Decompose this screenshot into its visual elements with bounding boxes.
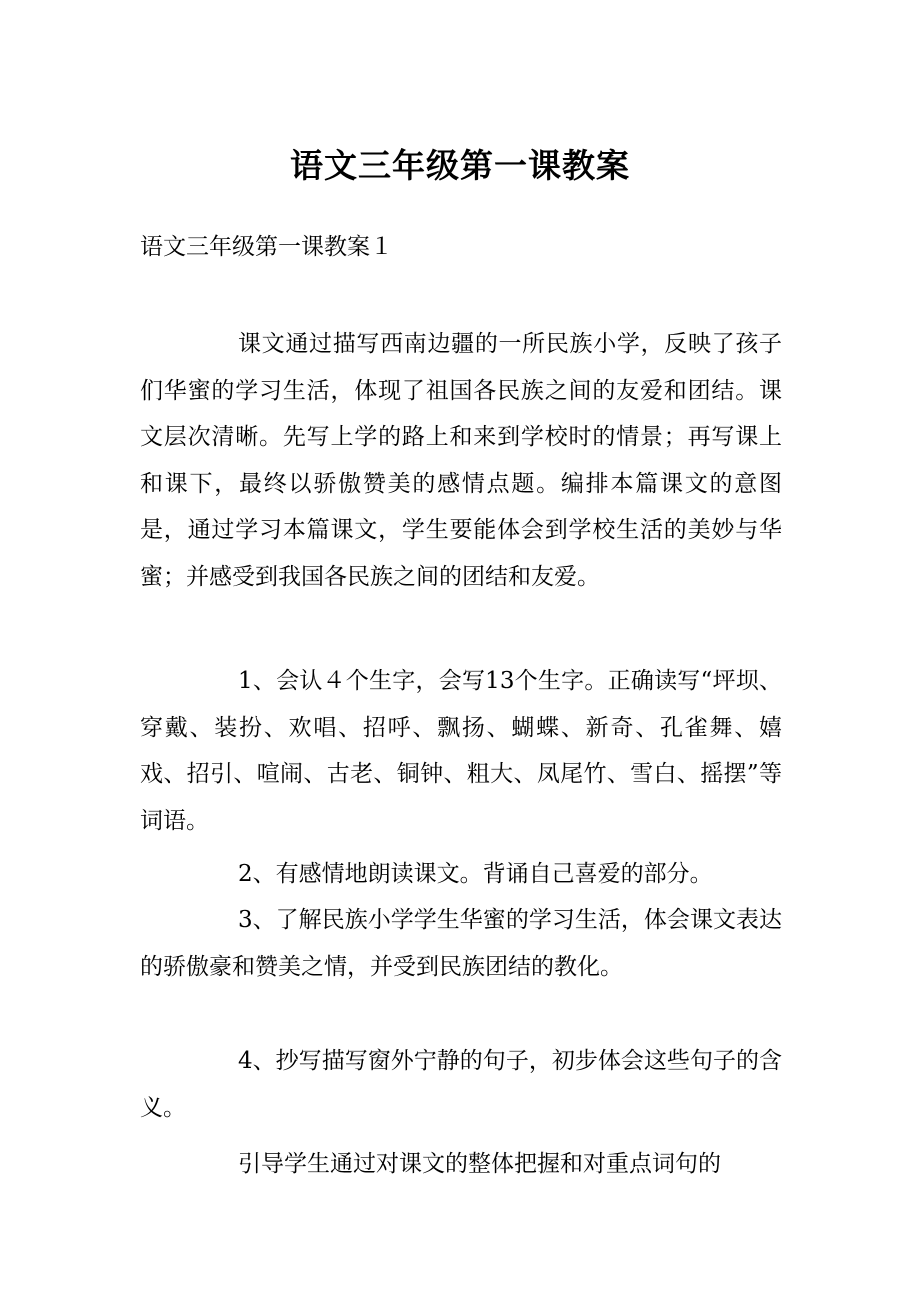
objective-3-paragraph: 3、了解民族小学学生华蜜的学习生活，体会课文表达的骄傲豪和赞美之情，并受到民族团结的教化。 [140, 907, 782, 980]
objective-4-paragraph: 4、抄写描写窗外宁静的句子，初步体会这些句子的含义。 [140, 1048, 782, 1121]
objective-1-paragraph: 1、会认４个生字，会写13个生字。正确读写“坪坝、穿戴、装扮、欢唱、招呼、飘扬、蝴蝶、新奇、孔雀舞、嬉戏、招引、喧闹、古老、铜钟、粗大、凤尾竹、雪白、摇摆”等词语。 [140, 668, 782, 834]
section-heading: 语文三年级第一课教案１ [140, 234, 393, 260]
guide-paragraph: 引导学生通过对课文的整体把握和对重点词句的 [238, 1151, 721, 1177]
document-title: 语文三年级第一课教案 [290, 146, 630, 185]
intro-paragraph: 课文通过描写西南边疆的一所民族小学，反映了孩子们华蜜的学习生活，体现了祖国各民族之间的友爱和团结。课文层次清晰。先写上学的路上和来到学校时的情景；再写课上和课下，最终以骄傲赞美的感情点题。编排本篇课文的意图是，通过学习本篇课文，学生要能体会到学校生活的美妙与华蜜；并感受到我国各民族之间的团结和友爱。 [140, 331, 782, 590]
objective-2-paragraph: 2、有感情地朗读课文。背诵自己喜爱的部分。 [238, 861, 713, 887]
